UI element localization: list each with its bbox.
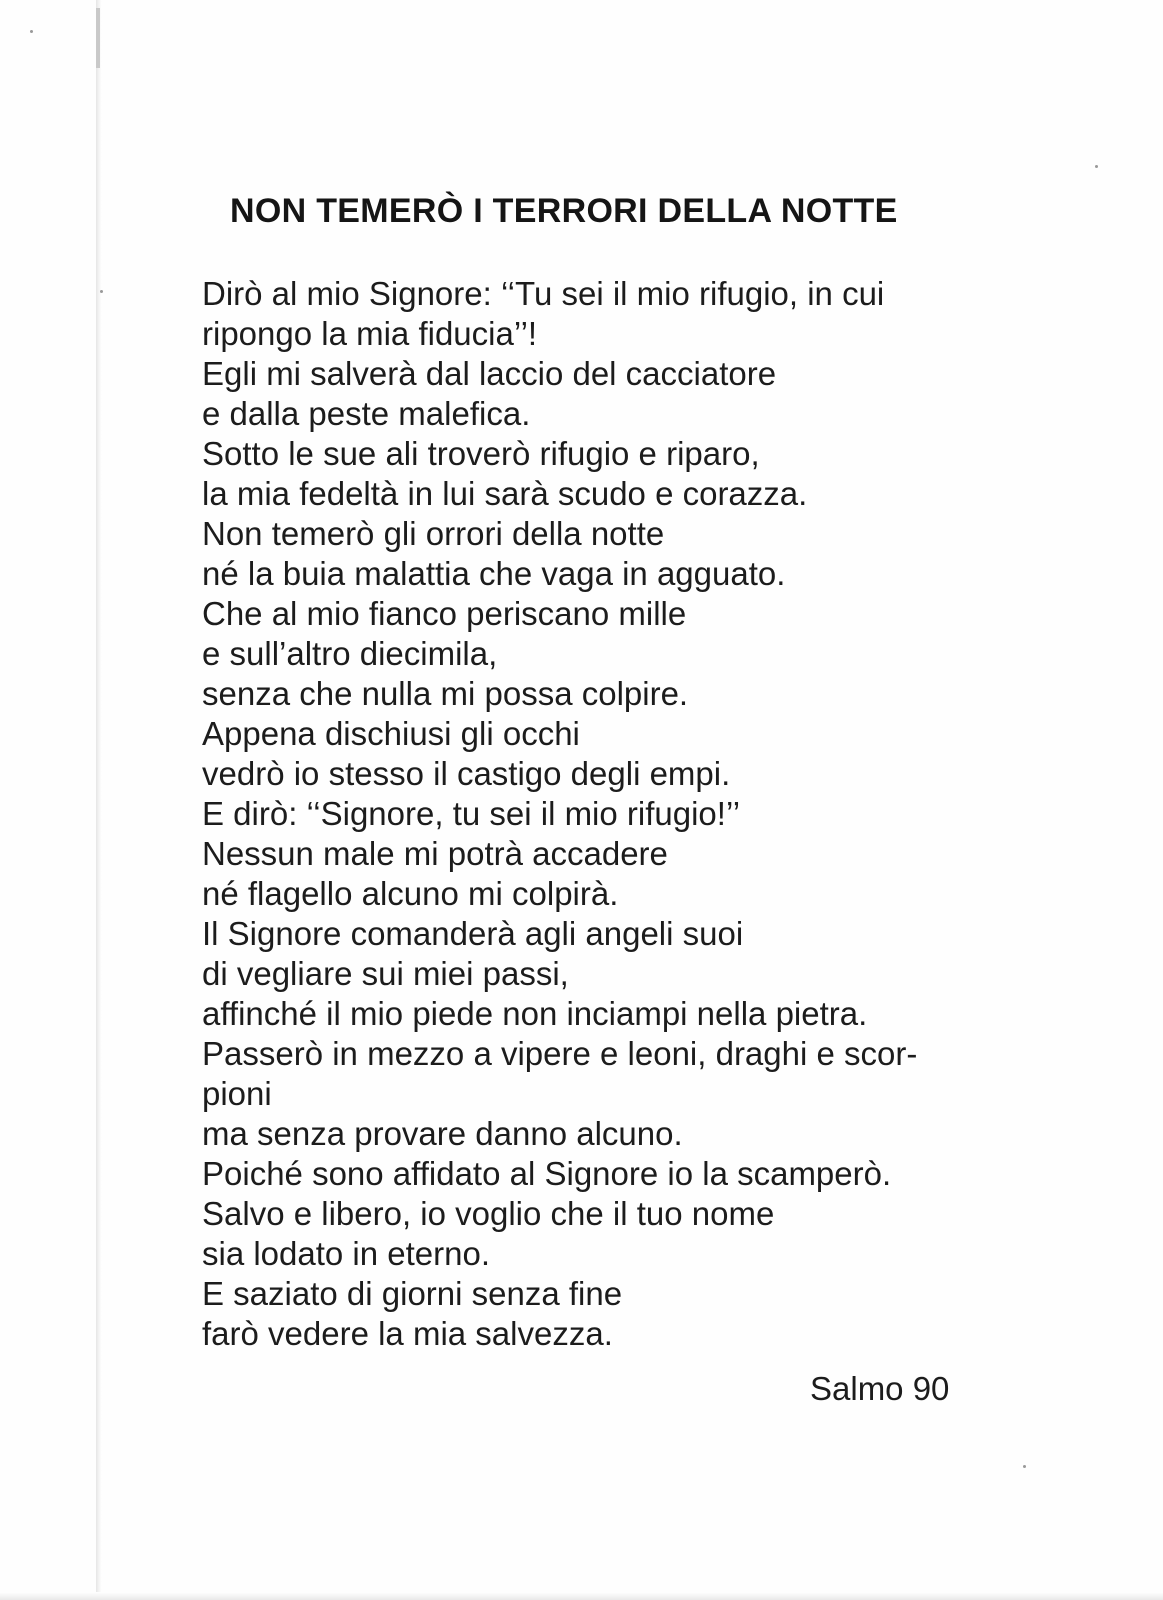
poem-line: Egli mi salverà dal laccio del cacciatore — [202, 355, 777, 392]
page-left-edge-shadow — [96, 0, 102, 1600]
scan-speck — [100, 290, 103, 293]
poem-line: Sotto le sue ali troverò rifugio e riparo, — [202, 435, 760, 472]
poem-line: Non temerò gli orrori della notte — [202, 515, 665, 552]
poem-line: Poiché sono affidato al Signore io la scamperò. — [202, 1155, 892, 1192]
page-left-edge-mark — [96, 8, 100, 68]
poem-line: Appena dischiusi gli occhi — [202, 715, 580, 752]
poem-line: Passerò in mezzo a vipere e leoni, draghi e scor- — [202, 1035, 918, 1072]
poem-title: NON TEMERÒ I TERRORI DELLA NOTTE — [230, 192, 898, 230]
poem-line: né la buia malattia che vaga in agguato. — [202, 555, 786, 592]
poem-line: Il Signore comanderà agli angeli suoi — [202, 915, 744, 952]
poem-line: senza che nulla mi possa colpire. — [202, 675, 689, 712]
poem-line: Nessun male mi potrà accadere — [202, 835, 668, 872]
scan-speck — [1095, 165, 1098, 168]
scan-speck — [1023, 1465, 1026, 1468]
poem-line: sia lodato in eterno. — [202, 1235, 491, 1272]
poem-line: Che al mio fianco periscano mille — [202, 595, 687, 632]
poem-line: vedrò io stesso il castigo degli empi. — [202, 755, 731, 792]
poem-line: Salvo e libero, io voglio che il tuo nome — [202, 1195, 775, 1232]
poem-line: ripongo la mia fiducia’’! — [202, 315, 538, 352]
poem-line: la mia fedeltà in lui sarà scudo e corazza. — [202, 475, 808, 512]
poem-line: né flagello alcuno mi colpirà. — [202, 875, 619, 912]
scan-speck — [30, 30, 33, 33]
psalm-attribution: Salmo 90 — [810, 1370, 950, 1407]
poem-line: E dirò: ‘‘Signore, tu sei il mio rifugio!’’ — [202, 795, 741, 832]
poem-line: e dalla peste malefica. — [202, 395, 531, 432]
poem-line: farò vedere la mia salvezza. — [202, 1315, 613, 1352]
poem-line: E saziato di giorni senza fine — [202, 1275, 623, 1312]
poem-line: pioni — [202, 1075, 272, 1112]
page-bottom-edge-shadow — [0, 1592, 1163, 1600]
poem-line: e sull’altro diecimila, — [202, 635, 498, 672]
poem-line: Dirò al mio Signore: ‘‘Tu sei il mio rifugio, in cui — [202, 275, 885, 312]
poem-body — [202, 274, 1002, 1354]
poem-line: di vegliare sui miei passi, — [202, 955, 569, 992]
poem-line: ma senza provare danno alcuno. — [202, 1115, 683, 1152]
poem-line: affinché il mio piede non inciampi nella pietra. — [202, 995, 868, 1032]
